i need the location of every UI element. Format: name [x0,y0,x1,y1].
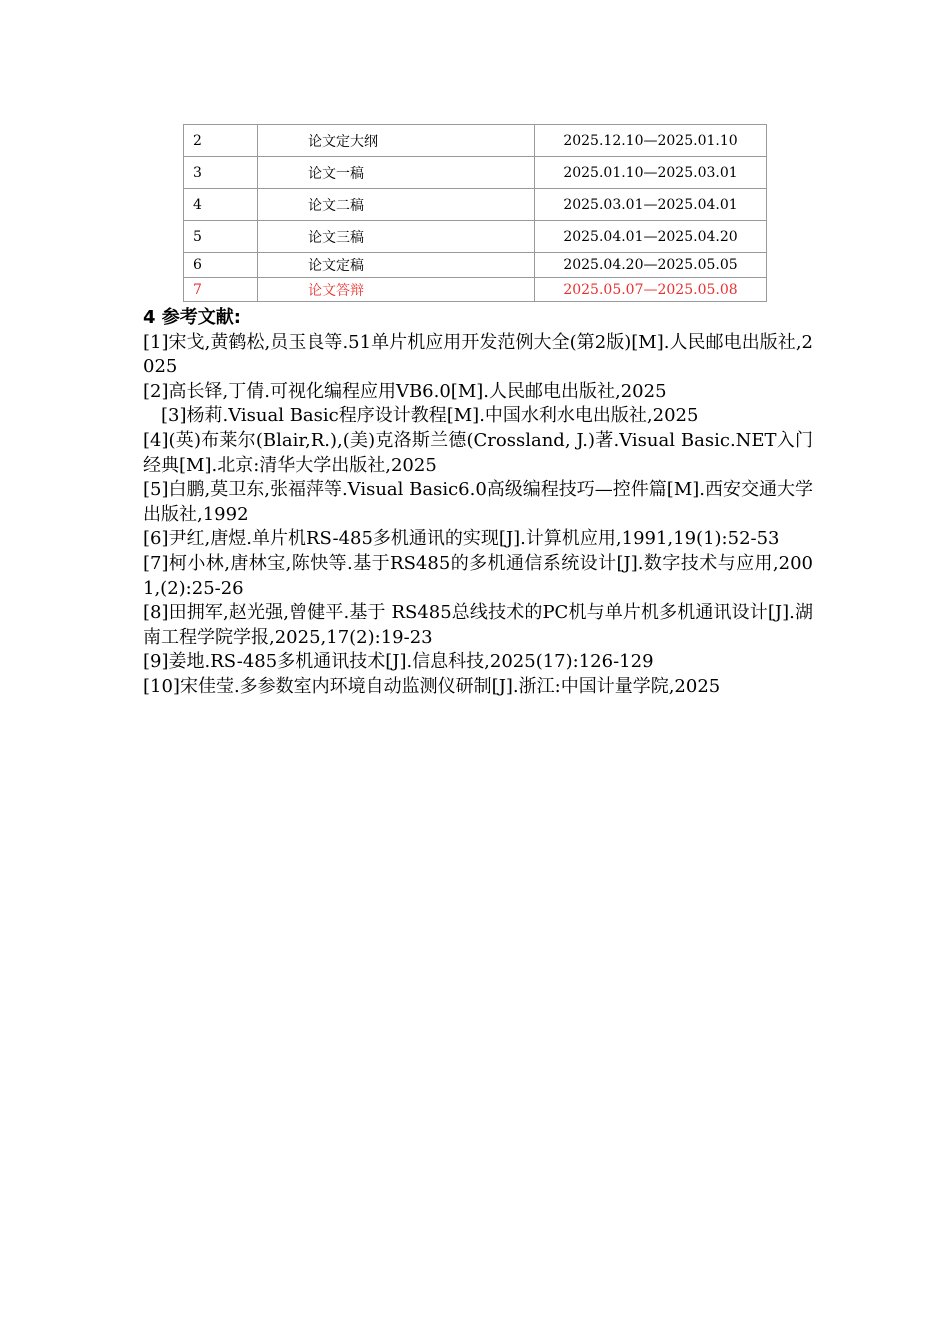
references-heading: 4 参考文献: [143,307,241,328]
row-number: 7 [184,278,258,302]
row-period: 2025.04.20—2025.05.05 [535,253,767,278]
reference-item: [2]高长铎,丁倩.可视化编程应用VB6.0[M].人民邮电出版社,2025 [143,380,667,402]
reference-item: [10]宋佳莹.多参数室内环境自动监测仪研制[J].浙江:中国计量学院,2025 [143,675,721,697]
reference-item: [5]白鹏,莫卫东,张福萍等.Visual Basic6.0高级编程技巧—控件篇[M].西安交通大学出版社,1992 [143,479,813,525]
reference-item: [8]田拥军,赵光强,曾健平.基于 RS485总线技术的PC机与单片机多机通讯设计[J].湖南工程学院学报,2025,17(2):19-23 [143,602,813,648]
table-row [184,221,767,253]
row-task: 论文定大纲 [258,125,535,157]
references-section [143,306,813,700]
row-number: 6 [184,253,258,278]
row-task: 论文三稿 [258,221,535,253]
row-number: 5 [184,221,258,253]
reference-item: [1]宋戈,黄鹤松,员玉良等.51单片机应用开发范例大全(第2版)[M].人民邮电出版社,2025 [143,331,813,378]
reference-item: [6]尹红,唐煜.单片机RS-485多机通讯的实现[J].计算机应用,1991,19(1):52-53 [143,528,780,550]
table-row [184,253,767,278]
row-period: 2025.03.01—2025.04.01 [535,189,767,221]
row-period: 2025.01.10—2025.03.01 [535,157,767,189]
reference-item: [3]杨莉.Visual Basic程序设计教程[M].中国水利水电出版社,2025 [161,405,699,427]
row-task: 论文一稿 [258,157,535,189]
row-period: 2025.04.01—2025.04.20 [535,221,767,253]
table-row [184,125,767,157]
reference-item: [9]姜地.RS-485多机通讯技术[J].信息科技,2025(17):126-129 [143,651,654,673]
row-period: 2025.12.10—2025.01.10 [535,125,767,157]
row-number: 2 [184,125,258,157]
row-period: 2025.05.07—2025.05.08 [535,278,767,302]
table-row-highlighted [184,278,767,302]
row-number: 3 [184,157,258,189]
table-row [184,189,767,221]
table-row [184,157,767,189]
row-task: 论文答辩 [258,278,535,302]
row-task: 论文定稿 [258,253,535,278]
row-number: 4 [184,189,258,221]
reference-item: [4](英)布莱尔(Blair,R.),(美)克洛斯兰德(Crossland, J.)著.Visual Basic.NET入门经典[M].北京:清华大学出版社,2025 [143,429,813,476]
row-task: 论文二稿 [258,189,535,221]
schedule-table [183,124,767,302]
reference-item: [7]柯小林,唐林宝,陈快等.基于RS485的多机通信系统设计[J].数字技术与应用,2001,(2):25-26 [143,552,813,599]
